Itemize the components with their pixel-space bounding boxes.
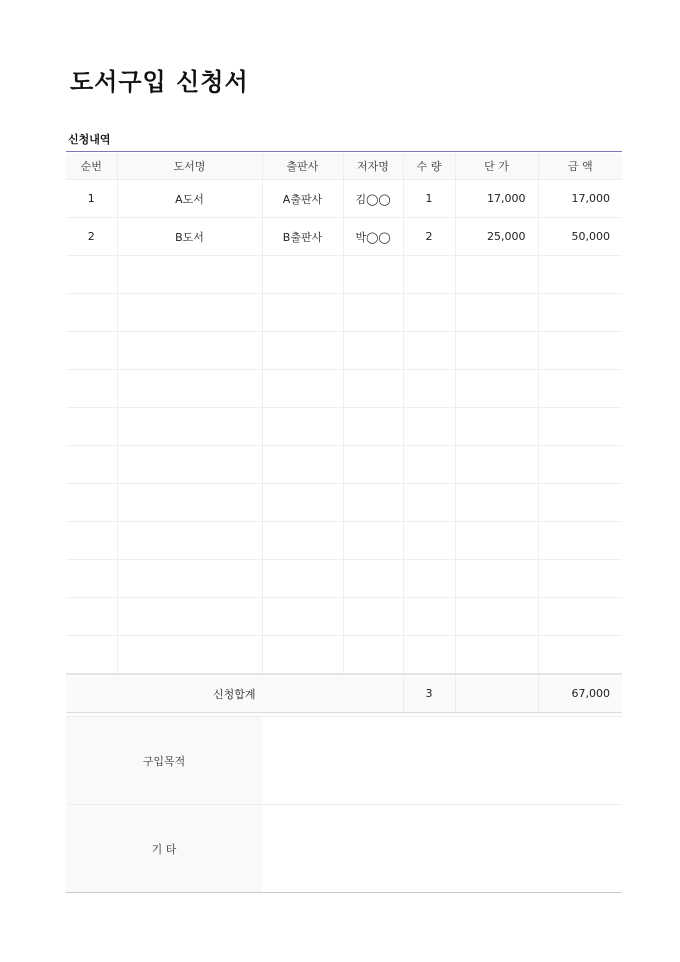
- empty-row: [66, 636, 622, 675]
- cell-no: 1: [66, 180, 117, 218]
- empty-row: [66, 484, 622, 522]
- header-quantity: 수 량: [403, 153, 455, 180]
- empty-row: [66, 408, 622, 446]
- cell-unit-price: 17,000: [455, 180, 538, 218]
- header-no: 순번: [66, 153, 117, 180]
- empty-row: [66, 598, 622, 636]
- cell-author: 김◯◯: [343, 180, 403, 218]
- other-label: 기 타: [66, 805, 262, 893]
- empty-row: [66, 522, 622, 560]
- header-book-title: 도서명: [117, 153, 262, 180]
- section-divider: [66, 151, 622, 152]
- header-publisher: 출판사: [262, 153, 343, 180]
- request-table: [66, 153, 622, 713]
- purpose-row: [66, 717, 622, 805]
- total-row: [66, 674, 622, 713]
- empty-row: [66, 294, 622, 332]
- header-unit-price: 단 가: [455, 153, 538, 180]
- cell-quantity: 1: [403, 180, 455, 218]
- cell-amount: 17,000: [538, 180, 622, 218]
- cell-author: 박◯◯: [343, 218, 403, 256]
- other-field[interactable]: [262, 805, 622, 893]
- purpose-field[interactable]: [262, 717, 622, 805]
- cell-book-title: A도서: [117, 180, 262, 218]
- header-amount: 금 액: [538, 153, 622, 180]
- empty-row: [66, 560, 622, 598]
- section-label: 신청내역: [68, 133, 111, 146]
- table-row: [66, 180, 622, 218]
- header-author: 저자명: [343, 153, 403, 180]
- total-amount: 67,000: [538, 674, 622, 713]
- empty-row: [66, 256, 622, 294]
- table-row: [66, 218, 622, 256]
- cell-quantity: 2: [403, 218, 455, 256]
- total-quantity: 3: [403, 674, 455, 713]
- total-unit-price-empty: [455, 674, 538, 713]
- table-header-row: [66, 153, 622, 180]
- additional-info-table: [66, 716, 622, 893]
- cell-publisher: A출판사: [262, 180, 343, 218]
- cell-no: 2: [66, 218, 117, 256]
- cell-unit-price: 25,000: [455, 218, 538, 256]
- page-title: 도서구입 신청서: [70, 68, 249, 96]
- total-label: 신청합계: [66, 674, 403, 713]
- cell-amount: 50,000: [538, 218, 622, 256]
- empty-row: [66, 332, 622, 370]
- other-row: [66, 805, 622, 893]
- purpose-label: 구입목적: [66, 717, 262, 805]
- cell-book-title: B도서: [117, 218, 262, 256]
- cell-publisher: B출판사: [262, 218, 343, 256]
- empty-row: [66, 370, 622, 408]
- empty-row: [66, 446, 622, 484]
